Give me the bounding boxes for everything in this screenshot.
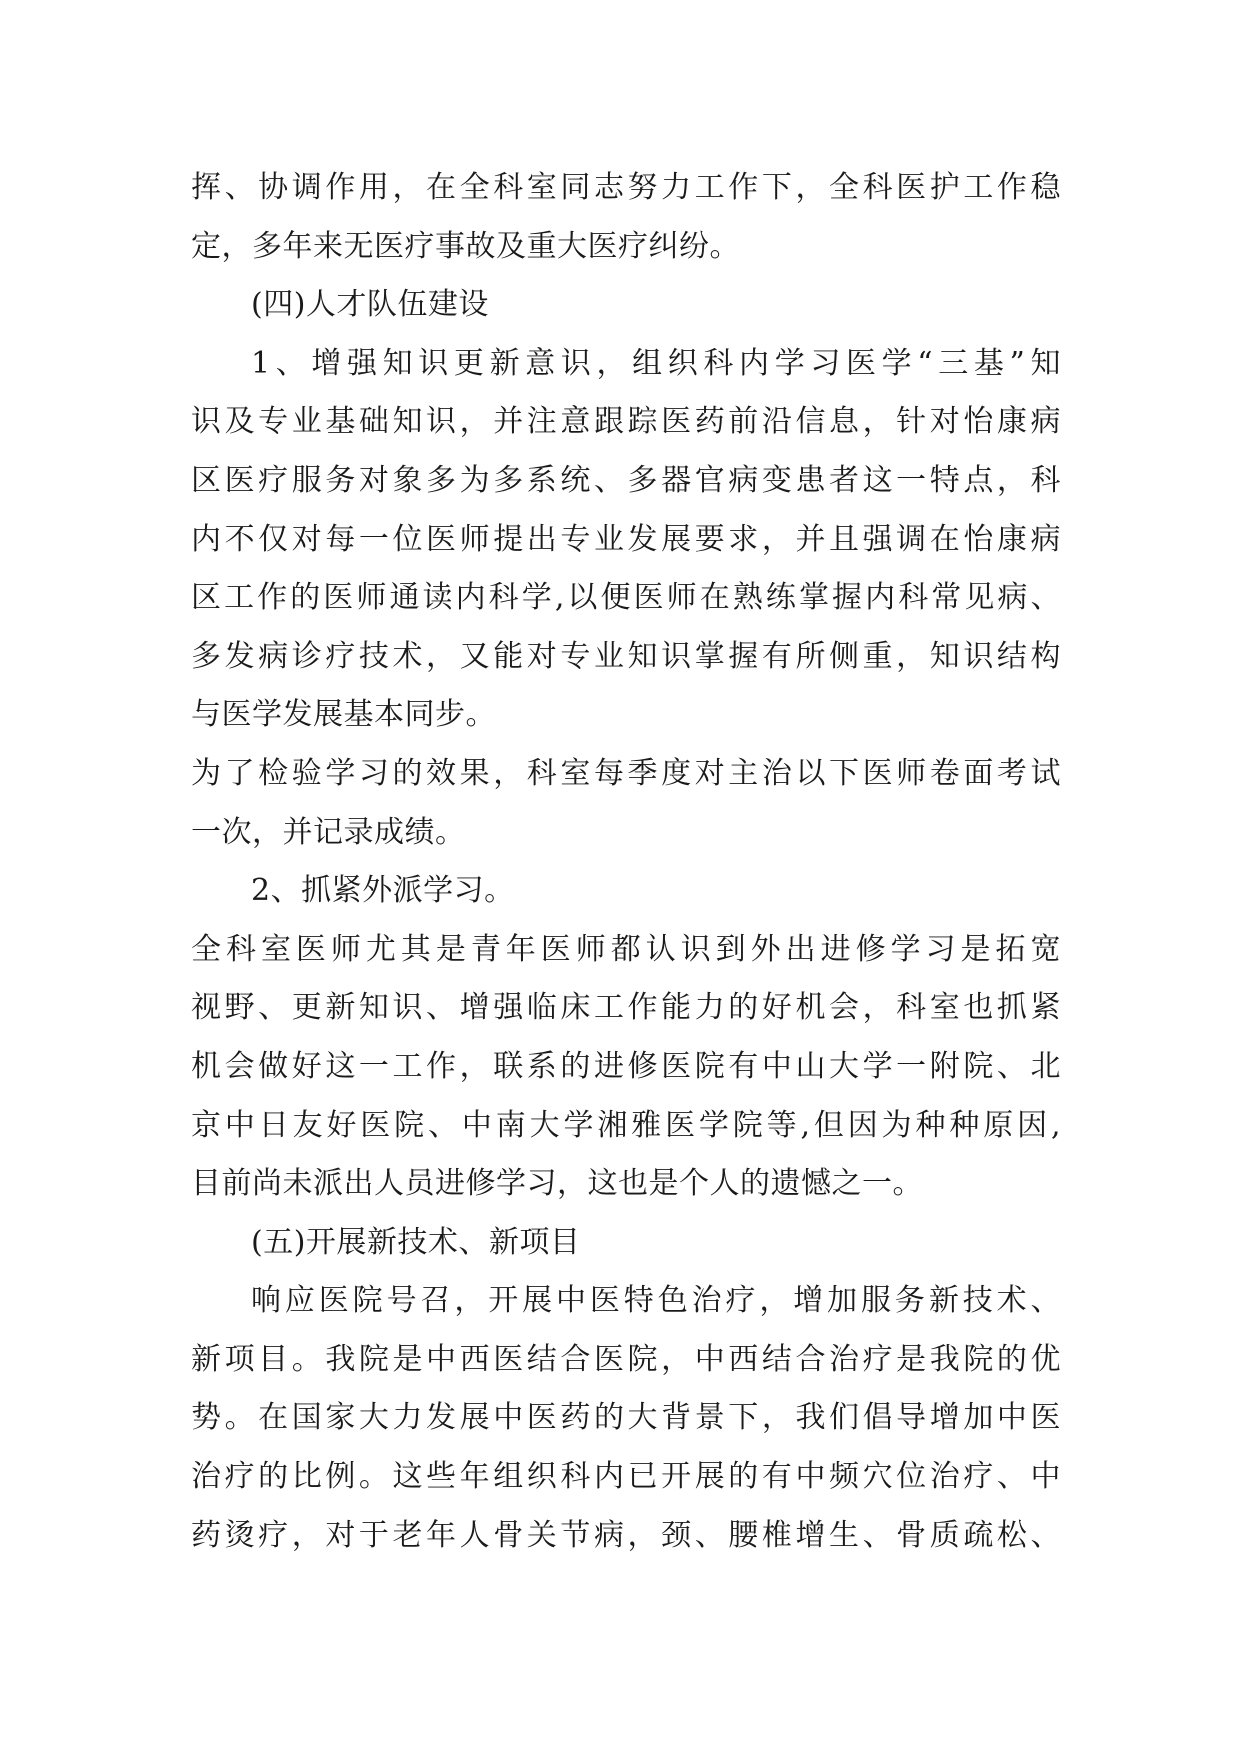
text-line: 治疗的比例。这些年组织科内已开展的有中频穴位治疗、中 (191, 1459, 1061, 1495)
document-body (191, 159, 1061, 1565)
text-line: 机会做好这一工作，联系的进修医院有中山大学一附院、北 (191, 1048, 1061, 1084)
text-line: 为了检验学习的效果，科室每季度对主治以下医师卷面考试 (191, 755, 1061, 791)
text-line: 多发病诊疗技术，又能对专业知识掌握有所侧重，知识结构 (191, 638, 1061, 674)
text-line: 响应医院号召，开展中医特色治疗，增加服务新技术、 (251, 1283, 1061, 1319)
text-line: 一次，并记录成绩。 (191, 814, 466, 850)
text-line: 1、增强知识更新意识，组织科内学习医学“三基”知 (251, 345, 1061, 381)
text-line: 京中日友好医院、中南大学湘雅医学院等,但因为种种原因, (191, 1107, 1061, 1143)
text-line: 区医疗服务对象多为多系统、多器官病变患者这一特点，科 (191, 462, 1061, 498)
text-line: 势。在国家大力发展中医药的大背景下，我们倡导增加中医 (191, 1400, 1061, 1436)
text-line: 2、抓紧外派学习。 (251, 873, 515, 909)
text-line: 目前尚未派出人员进修学习，这也是个人的遗憾之一。 (191, 1166, 923, 1202)
text-line: 识及专业基础知识，并注意跟踪医药前沿信息，针对怡康病 (191, 404, 1061, 440)
text-line: (五)开展新技术、新项目 (251, 1224, 581, 1260)
text-line: 定，多年来无医疗事故及重大医疗纠纷。 (191, 228, 740, 264)
text-line: 新项目。我院是中西医结合医院，中西结合治疗是我院的优 (191, 1341, 1061, 1377)
text-line: (四)人才队伍建设 (251, 287, 489, 323)
text-line: 药烫疗，对于老年人骨关节病，颈、腰椎增生、骨质疏松、 (191, 1517, 1061, 1553)
text-line: 区工作的医师通读内科学,以便医师在熟练掌握内科常见病、 (191, 580, 1061, 616)
text-line: 挥、协调作用，在全科室同志努力工作下，全科医护工作稳 (191, 170, 1061, 205)
text-line: 视野、更新知识、增强临床工作能力的好机会，科室也抓紧 (191, 990, 1061, 1026)
text-line: 内不仅对每一位医师提出专业发展要求，并且强调在怡康病 (191, 521, 1061, 557)
text-line: 与医学发展基本同步。 (191, 697, 496, 733)
text-line: 全科室医师尤其是青年医师都认识到外出进修学习是拓宽 (191, 931, 1061, 967)
